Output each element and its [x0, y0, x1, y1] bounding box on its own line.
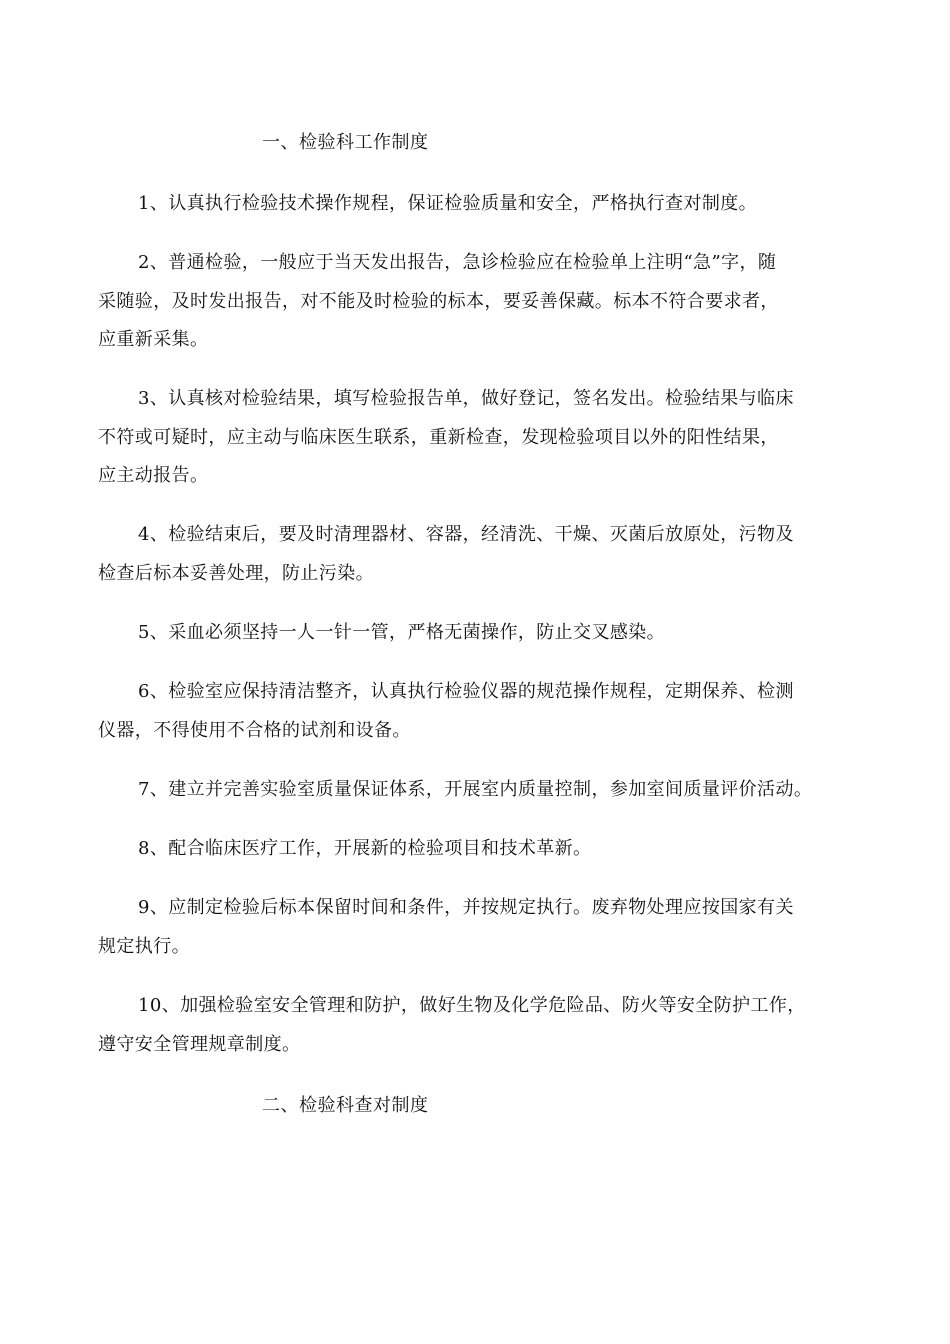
paragraph-2	[98, 244, 870, 360]
paragraph-line: 4、检验结束后，要及时清理器材、容器，经清洗、干燥、灭菌后放原处，污物及	[138, 524, 794, 545]
section-heading-1: 一、检验科工作制度	[262, 132, 429, 153]
paragraph-line: 规定执行。	[98, 935, 190, 957]
paragraph-line: 不符或可疑时，应主动与临床医生联系，重新检查，发现检验项目以外的阳性结果，	[98, 426, 779, 448]
paragraph-line: 遵守安全管理规章制度。	[98, 1033, 301, 1055]
paragraph-line: 1、认真执行检验技术操作规程，保证检验质量和安全，严格执行查对制度。	[138, 193, 758, 214]
paragraph-3	[98, 380, 870, 496]
paragraph-line: 7、建立并完善实验室质量保证体系，开展室内质量控制，参加室间质量评价活动。	[138, 779, 813, 800]
paragraph-line: 应主动报告。	[98, 465, 209, 486]
paragraph-line: 10、加强检验室安全管理和防护，做好生物及化学危险品、防火等安全防护工作，	[138, 995, 806, 1016]
paragraph-line: 9、应制定检验后标本保留时间和条件，并按规定执行。废弃物处理应按国家有关	[138, 897, 794, 918]
paragraph-line: 检查后标本妥善处理，防止污染。	[98, 562, 374, 584]
paragraph-1	[98, 185, 870, 224]
paragraph-line: 6、检验室应保持清洁整齐，认真执行检验仪器的规范操作规程，定期保养、检测	[138, 681, 794, 702]
paragraph-5	[98, 614, 870, 653]
paragraph-10	[98, 987, 870, 1064]
paragraph-8	[98, 830, 870, 869]
paragraph-line: 采随验，及时发出报告，对不能及时检验的标本，要妥善保藏。标本不符合要求者，	[98, 290, 779, 312]
paragraph-line: 8、配合临床医疗工作，开展新的检验项目和技术革新。	[138, 838, 592, 859]
section-heading-2: 二、检验科查对制度	[262, 1095, 429, 1116]
paragraph-line: 应重新采集。	[98, 329, 209, 350]
paragraph-4	[98, 516, 870, 593]
paragraph-6	[98, 673, 870, 750]
paragraph-7	[98, 771, 870, 810]
paragraph-line: 5、采血必须坚持一人一针一管，严格无菌操作，防止交叉感染。	[138, 622, 666, 643]
paragraph-line: 仪器，不得使用不合格的试剂和设备。	[98, 719, 411, 741]
paragraph-line: 3、认真核对检验结果，填写检验报告单，做好登记，签名发出。检验结果与临床	[138, 388, 794, 409]
paragraph-9	[98, 889, 870, 966]
paragraph-line: 2、普通检验，一般应于当天发出报告，急诊检验应在检验单上注明“急”字，随	[138, 252, 777, 273]
